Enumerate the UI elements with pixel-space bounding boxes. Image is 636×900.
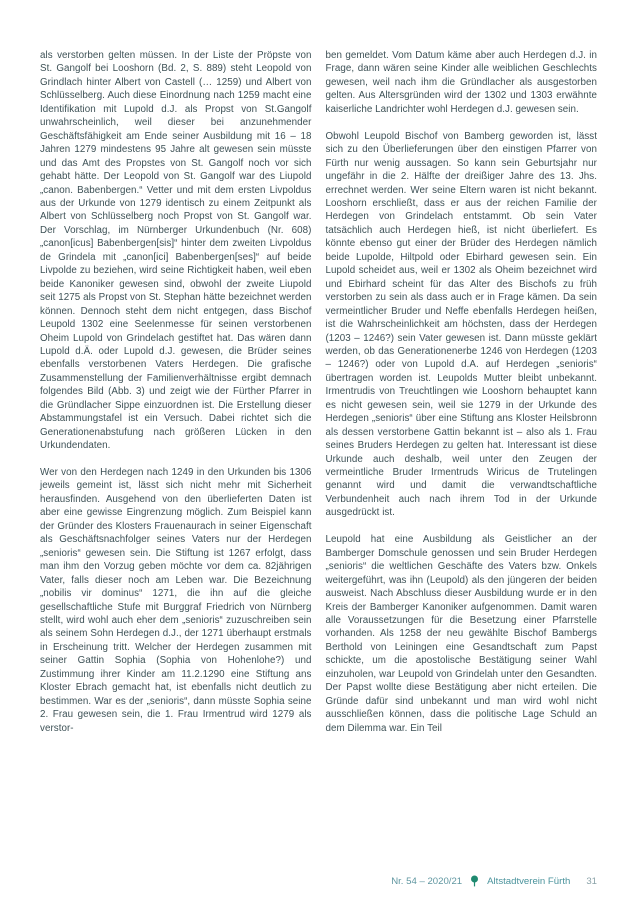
paragraph: Wer von den Herdegen nach 1249 in den Urkunden bis 1306 jeweils gemeint ist, lässt sich nicht mehr mit Sicherheit herausfinden. Ausgehend von den überlieferten Daten ist aber eine gewisse Eingrenzung möglich. Zum Beispiel kann der Gründer des Klosters Frauenaurach in seiner Eigenschaft als Geschäftsnachfolger seines Vaters nur der Herdegen „senioris“ gewesen sein. Die Stiftung ist 1267 erfolgt, dass man ihm den Vorzug geben möchte vor dem ca. 82jährigen Vater, falls dieser noch am Leben war. Die Bezeichnung „nobilis vir dominus“ 1271, die ihn auf die gleiche gesellschaftliche Stufe mit Burggraf Friedrich von Nürnberg stellt, wird wohl auch eher dem „senioris“ zuzuschreiben sein als seinem Sohn Herdegen d.J., der 1271 überhaupt erstmals in Erscheinung tritt. Welcher der Herdegen zusammen mit seiner Gattin Sophia (Sophia von Hohenlohe?) und Zustimmung ihrer Kinder am 11.2.1290 eine Stiftung ans Kloster Ebrach gemacht hat, ist ebenfalls nicht deutlich zu bestimmen. War es der „senioris“, dann müsste Sophia seine 2. Frau gewesen sein, die 1. Frau Irmentrud wird 1279 als verstor-: [40, 467, 312, 734]
paragraph: Leupold hat eine Ausbildung als Geistlicher an der Bamberger Domschule genossen und sein Bruder Herdegen „senioris“ die weltlichen Geschäfte des Vaters bzw. Onkels weitergeführt, was ihn (Leupold) als den jüngeren der beiden ausweist. Nach Abschluss dieser Ausbildung wurde er in den Kreis der Bamberger Kanoniker aufgenommen. Damit waren alle Voraussetzungen für die Besetzung einer Pfarrstelle vorhanden. Als 1258 der neu gewählte Bischof Bambergs Berthold von Leiningen eine Gesandtschaft zum Papst schickte, um die apostolische Bestätigung seiner Wahl einzuholen, war Leupold von Grindelah unter den Gesandten. Der Papst wollte diese Bestätigung aber nicht erteilen. Die Gründe dafür sind unbekannt und man wird wohl nicht ausschließen können, dass die politische Lage Schuld an dem Dilemma war. Ein Teil: [325, 534, 597, 734]
right-column: [326, 49, 598, 735]
page-number: 31: [586, 875, 597, 887]
paragraph: Obwohl Leupold Bischof von Bamberg geworden ist, lässt sich zu den Überlieferungen über den einstigen Pfarrer von Fürth nur wenig aussagen. So kann sein Geburtsjahr nur ungefähr in die 2. Hälfte der dreißiger Jahre des 13. Jhs. errechnet werden. Wer seine Eltern waren ist nicht bekannt. Looshorn erschließt, dass er aus der reichen Familie der Herdegen von Grindelach entstammt. Ob sein Vater tatsächlich auch Herdegen hieß, ist nicht überliefert. Es könnte ebenso gut einer der Brüder des Herdegen nämlich beide Lupolde, Hiltpold oder Ebirhard gewesen sein. Ein Lupold scheidet aus, weil er 1302 als Oheim bezeichnet wird und Ebirhard scheint für das Alter des Bischofs zu früh verstorben zu sein als dass auch er in Frage kämen. Da sein vermeintlicher Bruder und Neffe ebenfalls Herdegen heißen, ist die Wahrscheinlichkeit am höchsten, dass der Herdegen (1203 – 1246?) sein Vater gewesen ist. Dann müsste geklärt werden, ob das Generationenerbe 1246 von Herdegen (1203 – 1246?) oder von Lupold d.A. auf Herdegen „senioris“ übertragen worden ist. Leupolds Mutter bleibt unbekannt. Irmentrudis von Treuchtlingen wie Looshorn behauptet kann es nicht gewesen sein, weil sie 1279 in der Urkunde des Herdegen „senioris“ über eine Stiftung ans Kloster Heilsbronn als dessen verstorbene Gattin bekannt ist – also als 1. Frau seines Bruders Herdegen zu gelten hat. Interessant ist diese Urkunde auch deshalb, weil unter den Zeugen der vermeintliche Bruder Irmentruds Wiricus de Trutelingen genannt wird und damit die verwandtschaftliche Verbundenheit auch nach ihrem Tod in der Urkunde ausgedrückt ist.: [325, 130, 597, 519]
publication-name: Altstadtverein Fürth: [487, 875, 571, 887]
tree-icon: [470, 875, 479, 887]
left-column: [40, 49, 312, 735]
page-footer: [391, 875, 597, 887]
paragraph: ben gemeldet. Vom Datum käme aber auch Herdegen d.J. in Frage, dann wären seine Kinder alle weiblichen Geschlechts gewesen, weil nach ihm die Gründlacher als ausgestorben gelten. Aus Altersgründen wird der 1302 und 1303 erwähnte kaiserliche Landrichter wohl Herdegen d.J. gewesen sein.: [325, 50, 597, 115]
issue-label: Nr. 54 – 2020/21: [391, 875, 463, 887]
text-columns: [40, 49, 597, 735]
paragraph: als verstorben gelten müssen. In der Liste der Pröpste von St. Gangolf bei Looshorn (Bd. 2, S. 889) steht Leopold von Grindlach hinter Albert von Castell (… 1259) und Albert von Schlüsselberg. Auch diese Einordnung nach 1259 macht eine Identifikation mit Lupold d.J. als Propst von St.Gangolf unwahrscheinlich, weil dieser bei anzunehmender Geschäftsfähigkeit am Ende seiner Ausbildung mit 16 – 18 Jahren 1279 mindestens 95 Jahre alt gewesen sein müsste und das Amt des Propstes von St. Gangolf noch vor sich gehabt hätte. Der Leopold von St. Gangolf war des Liupold „canon. Babenbergen.“ Vetter und mit dem ersten Livpoldus aus der Urkunde von 1279 identisch zu einem Zeitpunkt als Albert von Schlüsselberg noch Propst von St. Gangolf war. Der Vorschlag, im Nürnberger Urkundenbuch (Nr. 608) „canon[icus] Babenbergen[sis]“ hinter dem zweiten Livpoldus de Grindela mit „canon[ici] Babenbergen[ses]“ auf beide Livpolde zu beziehen, wird seine Richtigkeit haben, weil eben beide Kanoniker gewesen sind, obwohl der zweite Liupold seit 1275 als Propst von St. Stephan hätte bezeichnet werden können. Dennoch steht dem nicht entgegen, dass Bischof Leupold 1302 eine Seelenmesse für seinen verstorbenen Oheim Lupold von Grindelach gestiftet hat. Das wären dann Lupold d.Ä. oder Lupold d.J. gewesen, die Brüder seines ebenfalls verstorbenen Vaters Herdegen. Die grafische Zusammenstellung der Familienverhältnisse ergibt demnach folgendes Bild (Abb. 3) und zeigt wie der Fürther Pfarrer in die Gründlacher Sippe einzuordnen ist. Die Erstellung dieser Abstammungstafel ist ein Versuch. Dabei richtet sich die Generationenabstufung nach größeren Lücken in den Urkundendaten.: [40, 50, 312, 452]
